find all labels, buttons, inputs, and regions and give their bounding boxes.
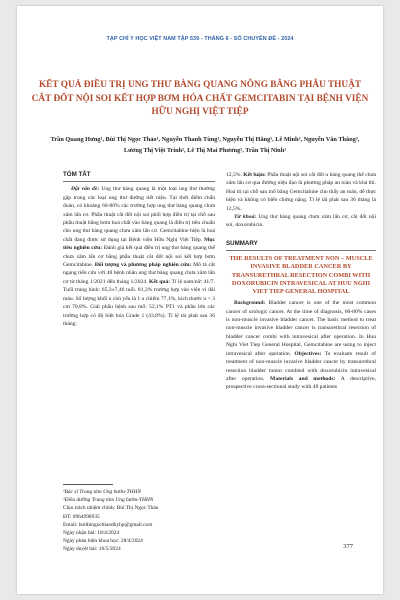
- keywords-label: Từ khoá:: [234, 214, 257, 221]
- summary-en-title: THE RESULTS OF TREATMENT NON – MUSCLE INVASIVE BLADDER CANCER BY TRANSURETHRAL RESECTION COMBI WITH DOXORUBICIN INTRAVESICAL AT HUU NGHI VIET TIEP GENERAL HOSPITAL: [229, 255, 373, 296]
- keywords-text: Ung thư bàng quang chưa xâm lấn cơ, cắt đốt nội soi, doxorubicin.: [226, 214, 376, 229]
- email: Email: buithingocthaodhyhp@gmail.com: [63, 521, 153, 528]
- result-label: Kết quả:: [149, 278, 171, 285]
- summary-en-paragraph: [226, 299, 376, 391]
- method-text: Mô tả cắt ngang tiến cứu với 48 bệnh nhân ung thư bàng quang chưa xâm lấn cơ từ tháng 1/2021 đến tháng 1/2024.: [63, 262, 215, 285]
- method-label: Đối tượng và phương pháp nghiên cứu:: [94, 262, 192, 269]
- methods-label-en: Materials and methods:: [270, 375, 336, 382]
- background-text-en: Bladder cancer is one of the most common cancer of urologic cancer. At the time of diagnosis, 60-80% cases is non-muscle invasive bladder cancer. The basic method to treat non-muscle invasive bladder cancer is transurethral resection of bladder cancer combi with intravesical after operation. In Huu Nghi Viet Tiep General Hospital, Gemcitabine are using to inject intravesical after operation.: [226, 300, 377, 357]
- heading-rule: [226, 250, 376, 251]
- paper-page: [17, 6, 383, 594]
- background-text: Ung thư bàng quang là một loại ung thư thường gặp trong các loại ung thư đường tiết niệu. Tại thời điểm chẩn đoán, có khoảng 60-80% các trường hợp ung thư bàng quang chưa xâm lấn cơ. Phẫu thuật cắt đốt nội soi phối hợp điều trị tại chỗ sau phẫu thuật bằng bơm hoá chất vào bàng quang là điều trị tiêu chuẩn cho ung thư bàng quang chưa xâm lấn cơ. Gemcitabine hiện là hoá chất đang được sử dụng tại Bệnh viện Hữu Nghị Việt Tiệp.: [63, 186, 215, 243]
- corresponding-author: Chịu trách nhiệm chính: Bùi Thị Ngọc Thảo: [63, 505, 159, 512]
- background-label: Đặt vấn đề:: [71, 186, 100, 193]
- summary-en-heading: SUMMARY: [226, 239, 258, 247]
- footnote-rule: [63, 484, 113, 485]
- result-end: 12,5%.: [226, 172, 242, 178]
- background-label-en: Background:: [234, 300, 266, 307]
- accepted-date: Ngày duyệt bài: 16/5/2024: [63, 546, 121, 553]
- received-date: Ngày nhận bài: 18/4/2024: [63, 530, 120, 537]
- summary-vi-continued: [226, 171, 376, 213]
- page-number: 377: [343, 543, 353, 550]
- objectives-text-en: To evaluate result of treatment of non-muscle invasive bladder cancer by transurethral resection bladder tumor combied with doxorubicin intravesical after operation.: [226, 350, 376, 382]
- affiliation-2: ²Điều dưỡng Trung tâm Ung bướu-THHN: [63, 497, 154, 504]
- journal-header: TẠP CHÍ Y HỌC VIỆT NAM TẬP 539 - THÁNG 6 - SỐ CHUYÊN ĐỀ - 2024: [106, 36, 294, 42]
- aim-text: Đánh giá kết quả điều trị ung thư bàng quang thể chưa xâm lấn cơ bằng phẫu thuật cắt đốt nội soi kết hợp bơm Gemcitabine.: [63, 245, 215, 269]
- article-title: KẾT QUẢ ĐIỀU TRỊ UNG THƯ BÀNG QUANG NÔNG BẰNG PHẪU THUẬT CẮT ĐỐT NỘI SOI KẾT HỢP BƠM HÓA CHẤT GEMCITABIN TẠI BỆNH VIỆN HỮU NGHỊ VIỆT TIỆP: [31, 80, 369, 117]
- review-date: Ngày phản biện khoa học: 28/4/2024: [63, 538, 143, 545]
- left-column: [63, 171, 215, 328]
- author-list: Trần Quang Hưng¹, Bùi Thị Ngọc Thảo¹, Nguyễn Thanh Tùng¹, Nguyễn Thị Hằng¹, Lê Minh², Nguyễn Văn Thắng², Lương Thị Việt Trinh², Lê Thị Mai Phương², Trần Thị Ninh²: [50, 136, 360, 154]
- methods-text-en: A descriptive, prospective cross-sectional study with 48 patients: [226, 375, 377, 391]
- result-text: Tỉ lệ nam/nữ: 41/7. Tuổi trung bình: 65,3±7,46 tuổi. 81,3% trường hợp vào viện vì đái máu. Số lượng khối u chủ yếu là 1 u chiếm 77,1%, kích thước u < 3 cm 70,8%. Giải phẫu bệnh sau mổ: 52,1% PT1 và phần lớn các trường hợp có độ biệt hóa Grade 1 (43,8%). Tỉ lệ tái phát sau 36 tháng:: [63, 278, 215, 327]
- phone: ĐT: 0964998935: [63, 513, 100, 520]
- summary-vi-paragraph: [63, 185, 215, 328]
- footnotes: [63, 484, 215, 554]
- summary-vi-heading: TÓM TẮT: [63, 171, 91, 178]
- aim-label: Mục tiêu nghiên cứu:: [63, 236, 215, 252]
- affiliation-1: ¹Bác sĩ Trung tâm Ung bướu-THHN: [63, 489, 141, 495]
- objectives-label-en: Objectives:: [294, 350, 322, 357]
- conclusion-text: Phẫu thuật nội soi cắt đốt u bàng quang thể chưa xâm lấn cơ qua đường niệu đạo là phương pháp an toàn và khả thi. Hoá trị tại chỗ sau mổ bằng Gemcitabine cho thấy an toàn, dễ thực hiện và không có biến chứng nặng. Tỉ lệ tái phát sau 36 tháng là 12,5%.: [226, 172, 377, 212]
- right-column: [226, 171, 376, 392]
- keywords-paragraph: [226, 213, 376, 230]
- conclusion-label: Kết luận:: [243, 172, 266, 178]
- heading-rule: [63, 181, 215, 182]
